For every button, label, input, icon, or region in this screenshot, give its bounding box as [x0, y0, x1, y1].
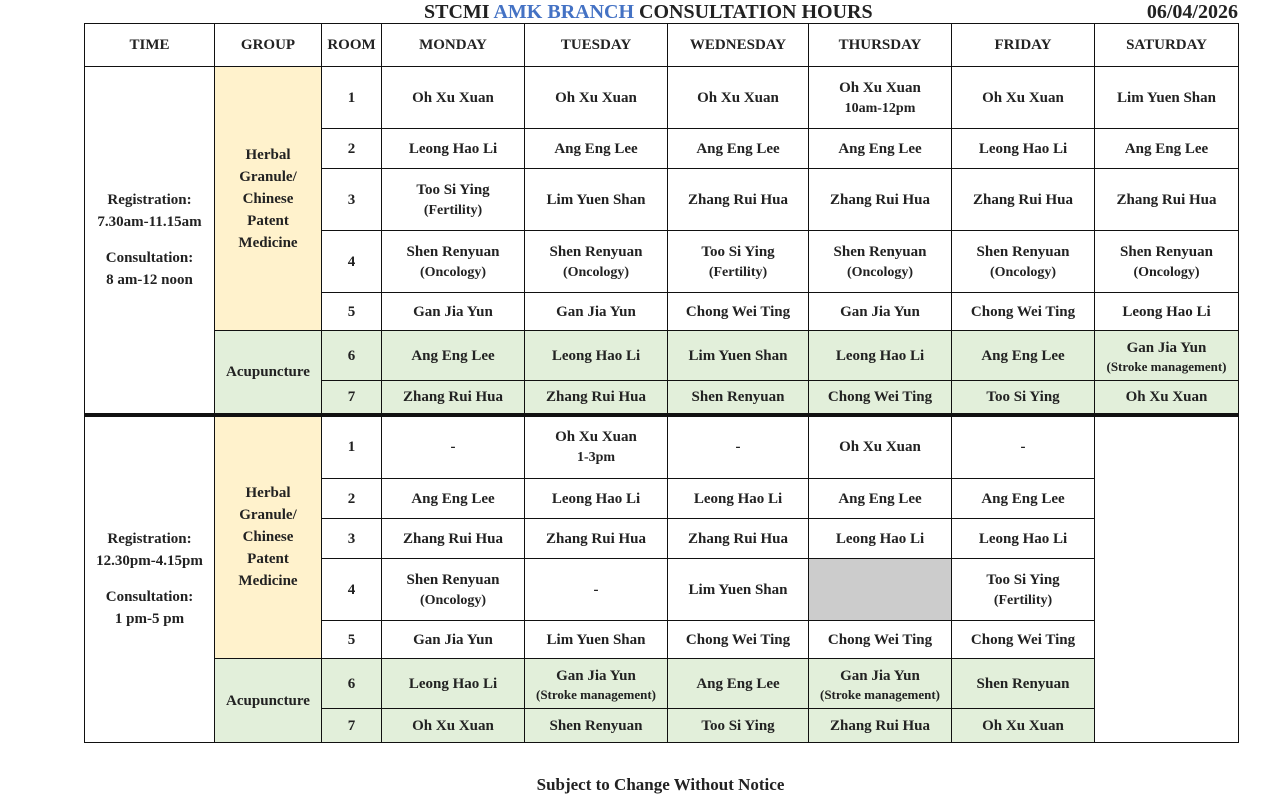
thursday-doctor-cell [809, 293, 952, 331]
header-saturday: SATURDAY [1095, 24, 1239, 67]
doctor-name: Ang Eng Lee [838, 140, 922, 157]
group-label-line: Granule/ [239, 507, 297, 524]
doctor-name: Oh Xu Xuan [982, 717, 1064, 734]
room-number: 1 [322, 415, 382, 479]
group-label-line: Patent [247, 551, 289, 568]
saturday-doctor-cell [1095, 67, 1239, 129]
tuesday-doctor-cell [525, 415, 668, 479]
doctor-name: Chong Wei Ting [970, 303, 1076, 320]
thursday-doctor-cell [809, 129, 952, 169]
doctor-name: Chong Wei Ting [827, 388, 933, 405]
doctor-name: Zhang Rui Hua [402, 530, 504, 547]
thursday-doctor-cell [809, 331, 952, 381]
thursday-doctor-cell [809, 415, 952, 479]
monday-doctor-cell [382, 659, 525, 709]
header-monday: MONDAY [382, 24, 525, 67]
doctor-name: Oh Xu Xuan [412, 717, 494, 734]
doctor-name: Ang Eng Lee [554, 140, 638, 157]
saturday-doctor-cell [1095, 129, 1239, 169]
doctor-name: Shen Renyuan [406, 571, 500, 588]
doctor-note: (Oncology) [419, 264, 487, 280]
registration-label: Registration: [107, 191, 192, 208]
doctor-name: Leong Hao Li [1122, 303, 1211, 320]
doctor-speciality: (Stroke management) [820, 687, 940, 702]
consultation-hours: 8 am-12 noon [106, 271, 193, 288]
tuesday-doctor-cell [525, 293, 668, 331]
morning-group-herbal [215, 67, 322, 331]
friday-doctor-cell [952, 559, 1095, 621]
doctor-name: - [735, 439, 741, 456]
morning-time-cell [85, 67, 215, 415]
header-time: TIME [85, 24, 215, 67]
doctor-name: Shen Renyuan [691, 388, 785, 405]
room-number: 5 [322, 621, 382, 659]
monday-doctor-cell [382, 559, 525, 621]
doctor-name: Lim Yuen Shan [688, 347, 788, 364]
room-number: 6 [322, 331, 382, 381]
doctor-name: Zhang Rui Hua [545, 530, 647, 547]
morning-group-acupuncture: Acupuncture [215, 331, 322, 415]
doctor-name: Oh Xu Xuan [555, 429, 637, 446]
morning-row-room-6 [85, 331, 1239, 381]
doctor-name: Leong Hao Li [693, 490, 783, 507]
doctor-name: Leong Hao Li [408, 675, 498, 692]
footer-note: Subject to Change Without Notice [536, 775, 785, 794]
tuesday-doctor-cell [525, 519, 668, 559]
friday-doctor-cell [952, 709, 1095, 743]
doctor-name: Chong Wei Ting [685, 303, 791, 320]
doctor-name: Ang Eng Lee [696, 140, 780, 157]
doctor-name: Chong Wei Ting [970, 631, 1076, 648]
doctor-name: Shen Renyuan [976, 243, 1070, 260]
doctor-name: Gan Jia Yun [556, 303, 636, 320]
doctor-note: (Fertility) [708, 264, 768, 280]
monday-doctor-cell [382, 621, 525, 659]
tuesday-doctor-cell [525, 381, 668, 415]
room-number: 2 [322, 479, 382, 519]
saturday-doctor-cell [1095, 293, 1239, 331]
tuesday-doctor-cell [525, 709, 668, 743]
saturday-doctor-cell [1095, 231, 1239, 293]
doctor-name: Oh Xu Xuan [1125, 388, 1208, 405]
title-branch: AMK BRANCH [493, 1, 635, 23]
doctor-name: Too Si Ying [416, 181, 490, 198]
tuesday-doctor-cell [525, 231, 668, 293]
group-label-line: Medicine [238, 234, 298, 251]
saturday-doctor-cell [1095, 169, 1239, 231]
wednesday-doctor-cell [668, 331, 809, 381]
friday-doctor-cell [952, 231, 1095, 293]
doctor-name: Gan Jia Yun [413, 303, 493, 320]
doctor-note: (Oncology) [1133, 264, 1200, 280]
group-label-line: Granule/ [239, 168, 297, 185]
doctor-name: Ang Eng Lee [1124, 140, 1209, 157]
doctor-name: Shen Renyuan [976, 675, 1070, 692]
thursday-doctor-cell [809, 381, 952, 415]
doctor-name: Leong Hao Li [835, 347, 925, 364]
saturday-doctor-cell [1095, 381, 1239, 415]
doctor-note: (Oncology) [846, 264, 914, 280]
registration-label: Registration: [107, 531, 192, 548]
tuesday-doctor-cell [525, 331, 668, 381]
tuesday-doctor-cell [525, 479, 668, 519]
doctor-name: Ang Eng Lee [411, 490, 495, 507]
page-title [424, 0, 873, 24]
saturday-afternoon-empty [1095, 415, 1239, 743]
doctor-name: Shen Renyuan [406, 243, 500, 260]
doctor-name: Ang Eng Lee [838, 490, 922, 507]
friday-doctor-cell [952, 293, 1095, 331]
thursday-doctor-cell [809, 559, 952, 621]
thursday-doctor-cell [809, 519, 952, 559]
doctor-name: Too Si Ying [986, 571, 1060, 588]
friday-doctor-cell [952, 331, 1095, 381]
spacer [87, 572, 212, 586]
wednesday-doctor-cell [668, 293, 809, 331]
friday-doctor-cell [952, 169, 1095, 231]
doctor-name: Ang Eng Lee [981, 347, 1065, 364]
friday-doctor-cell [952, 479, 1095, 519]
wednesday-doctor-cell [668, 709, 809, 743]
tuesday-doctor-cell [525, 169, 668, 231]
wednesday-doctor-cell [668, 415, 809, 479]
doctor-name: Ang Eng Lee [411, 347, 495, 364]
doctor-name: Chong Wei Ting [685, 631, 791, 648]
doctor-name: Leong Hao Li [551, 347, 641, 364]
doctor-name: Gan Jia Yun [840, 303, 920, 320]
group-label-line: Herbal [245, 146, 291, 163]
room-number: 4 [322, 559, 382, 621]
consultation-label: Consultation: [105, 589, 194, 606]
doctor-name: Oh Xu Xuan [555, 89, 637, 106]
monday-doctor-cell [382, 67, 525, 129]
doctor-name: Shen Renyuan [1120, 243, 1213, 260]
morning-row-room-1 [85, 67, 1239, 129]
doctor-name: Oh Xu Xuan [412, 89, 494, 106]
doctor-name: Gan Jia Yun [1126, 340, 1207, 356]
monday-doctor-cell [382, 231, 525, 293]
header-group: GROUP [215, 24, 322, 67]
wednesday-doctor-cell [668, 559, 809, 621]
thursday-doctor-cell [809, 67, 952, 129]
room-number: 3 [322, 169, 382, 231]
friday-doctor-cell [952, 129, 1095, 169]
consultation-label: Consultation: [105, 249, 194, 266]
doctor-name: Zhang Rui Hua [1116, 191, 1217, 208]
thursday-doctor-cell [809, 479, 952, 519]
doctor-name: Lim Yuen Shan [688, 581, 788, 598]
wednesday-doctor-cell [668, 519, 809, 559]
header-room: ROOM [322, 24, 382, 67]
doctor-name: Leong Hao Li [978, 140, 1068, 157]
schedule-table [84, 23, 1239, 743]
tuesday-doctor-cell [525, 67, 668, 129]
doctor-name: Chong Wei Ting [827, 631, 933, 648]
afternoon-row-room-6 [85, 659, 1239, 709]
monday-doctor-cell [382, 293, 525, 331]
doctor-name: Lim Yuen Shan [546, 191, 646, 208]
monday-doctor-cell [382, 415, 525, 479]
doctor-name: Shen Renyuan [549, 717, 643, 734]
afternoon-group-herbal [215, 415, 322, 659]
room-number: 7 [322, 381, 382, 415]
saturday-doctor-cell [1095, 331, 1239, 381]
doctor-name: Ang Eng Lee [981, 490, 1065, 507]
monday-doctor-cell [382, 129, 525, 169]
doctor-name: Too Si Ying [986, 388, 1060, 405]
afternoon-row-room-1 [85, 415, 1239, 479]
registration-hours: 12.30pm-4.15pm [96, 553, 203, 570]
title-suffix: CONSULTATION HOURS [639, 1, 873, 23]
room-number: 1 [322, 67, 382, 129]
thursday-doctor-cell [809, 169, 952, 231]
wednesday-doctor-cell [668, 621, 809, 659]
doctor-speciality: (Stroke management) [536, 687, 656, 702]
thursday-doctor-cell [809, 709, 952, 743]
friday-doctor-cell [952, 381, 1095, 415]
schedule-date: 06/04/2026 [1146, 1, 1238, 23]
friday-doctor-cell [952, 415, 1095, 479]
header-friday: FRIDAY [952, 24, 1095, 67]
monday-doctor-cell [382, 519, 525, 559]
doctor-name: Leong Hao Li [408, 140, 498, 157]
wednesday-doctor-cell [668, 659, 809, 709]
title-prefix: STCMI [424, 1, 490, 23]
doctor-name: Oh Xu Xuan [982, 89, 1064, 106]
monday-doctor-cell [382, 381, 525, 415]
doctor-note: (Oncology) [562, 264, 630, 280]
doctor-name: Leong Hao Li [551, 490, 641, 507]
doctor-name: Ang Eng Lee [696, 675, 780, 692]
doctor-name: Zhang Rui Hua [687, 530, 789, 547]
doctor-name: Gan Jia Yun [556, 668, 636, 684]
doctor-name: Shen Renyuan [549, 243, 643, 260]
header-tuesday: TUESDAY [525, 24, 668, 67]
wednesday-doctor-cell [668, 129, 809, 169]
thursday-doctor-cell [809, 659, 952, 709]
room-number: 2 [322, 129, 382, 169]
group-label-line: Chinese [242, 529, 294, 546]
doctor-name: Gan Jia Yun [840, 668, 920, 684]
doctor-name: - [1020, 439, 1026, 456]
doctor-note: (Oncology) [989, 264, 1057, 280]
registration-hours: 7.30am-11.15am [97, 213, 202, 230]
thursday-doctor-cell [809, 231, 952, 293]
afternoon-time-cell [85, 415, 215, 743]
group-label-line: Medicine [238, 573, 298, 590]
tuesday-doctor-cell [525, 621, 668, 659]
monday-doctor-cell [382, 169, 525, 231]
doctor-speciality: (Stroke management) [1106, 359, 1227, 374]
room-number: 4 [322, 231, 382, 293]
wednesday-doctor-cell [668, 479, 809, 519]
friday-doctor-cell [952, 67, 1095, 129]
room-number: 5 [322, 293, 382, 331]
doctor-name: Lim Yuen Shan [1117, 89, 1216, 106]
room-number: 6 [322, 659, 382, 709]
doctor-name: Zhang Rui Hua [829, 717, 931, 734]
friday-doctor-cell [952, 621, 1095, 659]
consultation-hours: 1 pm-5 pm [114, 611, 185, 628]
doctor-name: Gan Jia Yun [413, 631, 493, 648]
wednesday-doctor-cell [668, 231, 809, 293]
doctor-note: (Fertility) [423, 202, 483, 218]
monday-doctor-cell [382, 331, 525, 381]
doctor-name: Zhang Rui Hua [402, 388, 504, 405]
doctor-name: Leong Hao Li [835, 530, 925, 547]
group-label-line: Herbal [245, 485, 291, 502]
monday-doctor-cell [382, 709, 525, 743]
doctor-name: Shen Renyuan [833, 243, 927, 260]
doctor-name: Lim Yuen Shan [546, 631, 646, 648]
wednesday-doctor-cell [668, 169, 809, 231]
doctor-name: Oh Xu Xuan [839, 439, 921, 456]
header-thursday: THURSDAY [809, 24, 952, 67]
doctor-name: Zhang Rui Hua [687, 191, 789, 208]
doctor-name: - [450, 439, 456, 456]
doctor-name: - [593, 581, 599, 598]
doctor-note: (Oncology) [419, 592, 487, 608]
afternoon-group-acupuncture: Acupuncture [215, 659, 322, 743]
doctor-name: Zhang Rui Hua [829, 191, 931, 208]
monday-doctor-cell [382, 479, 525, 519]
doctor-name: Too Si Ying [701, 243, 775, 260]
spacer [87, 233, 212, 247]
wednesday-doctor-cell [668, 381, 809, 415]
room-number: 3 [322, 519, 382, 559]
doctor-name: Zhang Rui Hua [545, 388, 647, 405]
header-wednesday: WEDNESDAY [668, 24, 809, 67]
tuesday-doctor-cell [525, 659, 668, 709]
friday-doctor-cell [952, 519, 1095, 559]
tuesday-doctor-cell [525, 129, 668, 169]
doctor-name: Oh Xu Xuan [839, 79, 921, 96]
title-bar [0, 0, 1277, 24]
group-label-line: Chinese [242, 190, 294, 207]
group-label-line: Patent [247, 212, 289, 229]
doctor-name: Oh Xu Xuan [697, 89, 779, 106]
doctor-note: 10am-12pm [844, 100, 916, 116]
doctor-name: Zhang Rui Hua [972, 191, 1074, 208]
thursday-doctor-cell [809, 621, 952, 659]
friday-doctor-cell [952, 659, 1095, 709]
wednesday-doctor-cell [668, 67, 809, 129]
doctor-name: Leong Hao Li [978, 530, 1068, 547]
room-number: 7 [322, 709, 382, 743]
doctor-note: (Fertility) [993, 592, 1053, 608]
doctor-name: Too Si Ying [701, 717, 775, 734]
header-row [85, 24, 1239, 67]
doctor-note: 1-3pm [576, 450, 616, 466]
tuesday-doctor-cell [525, 559, 668, 621]
